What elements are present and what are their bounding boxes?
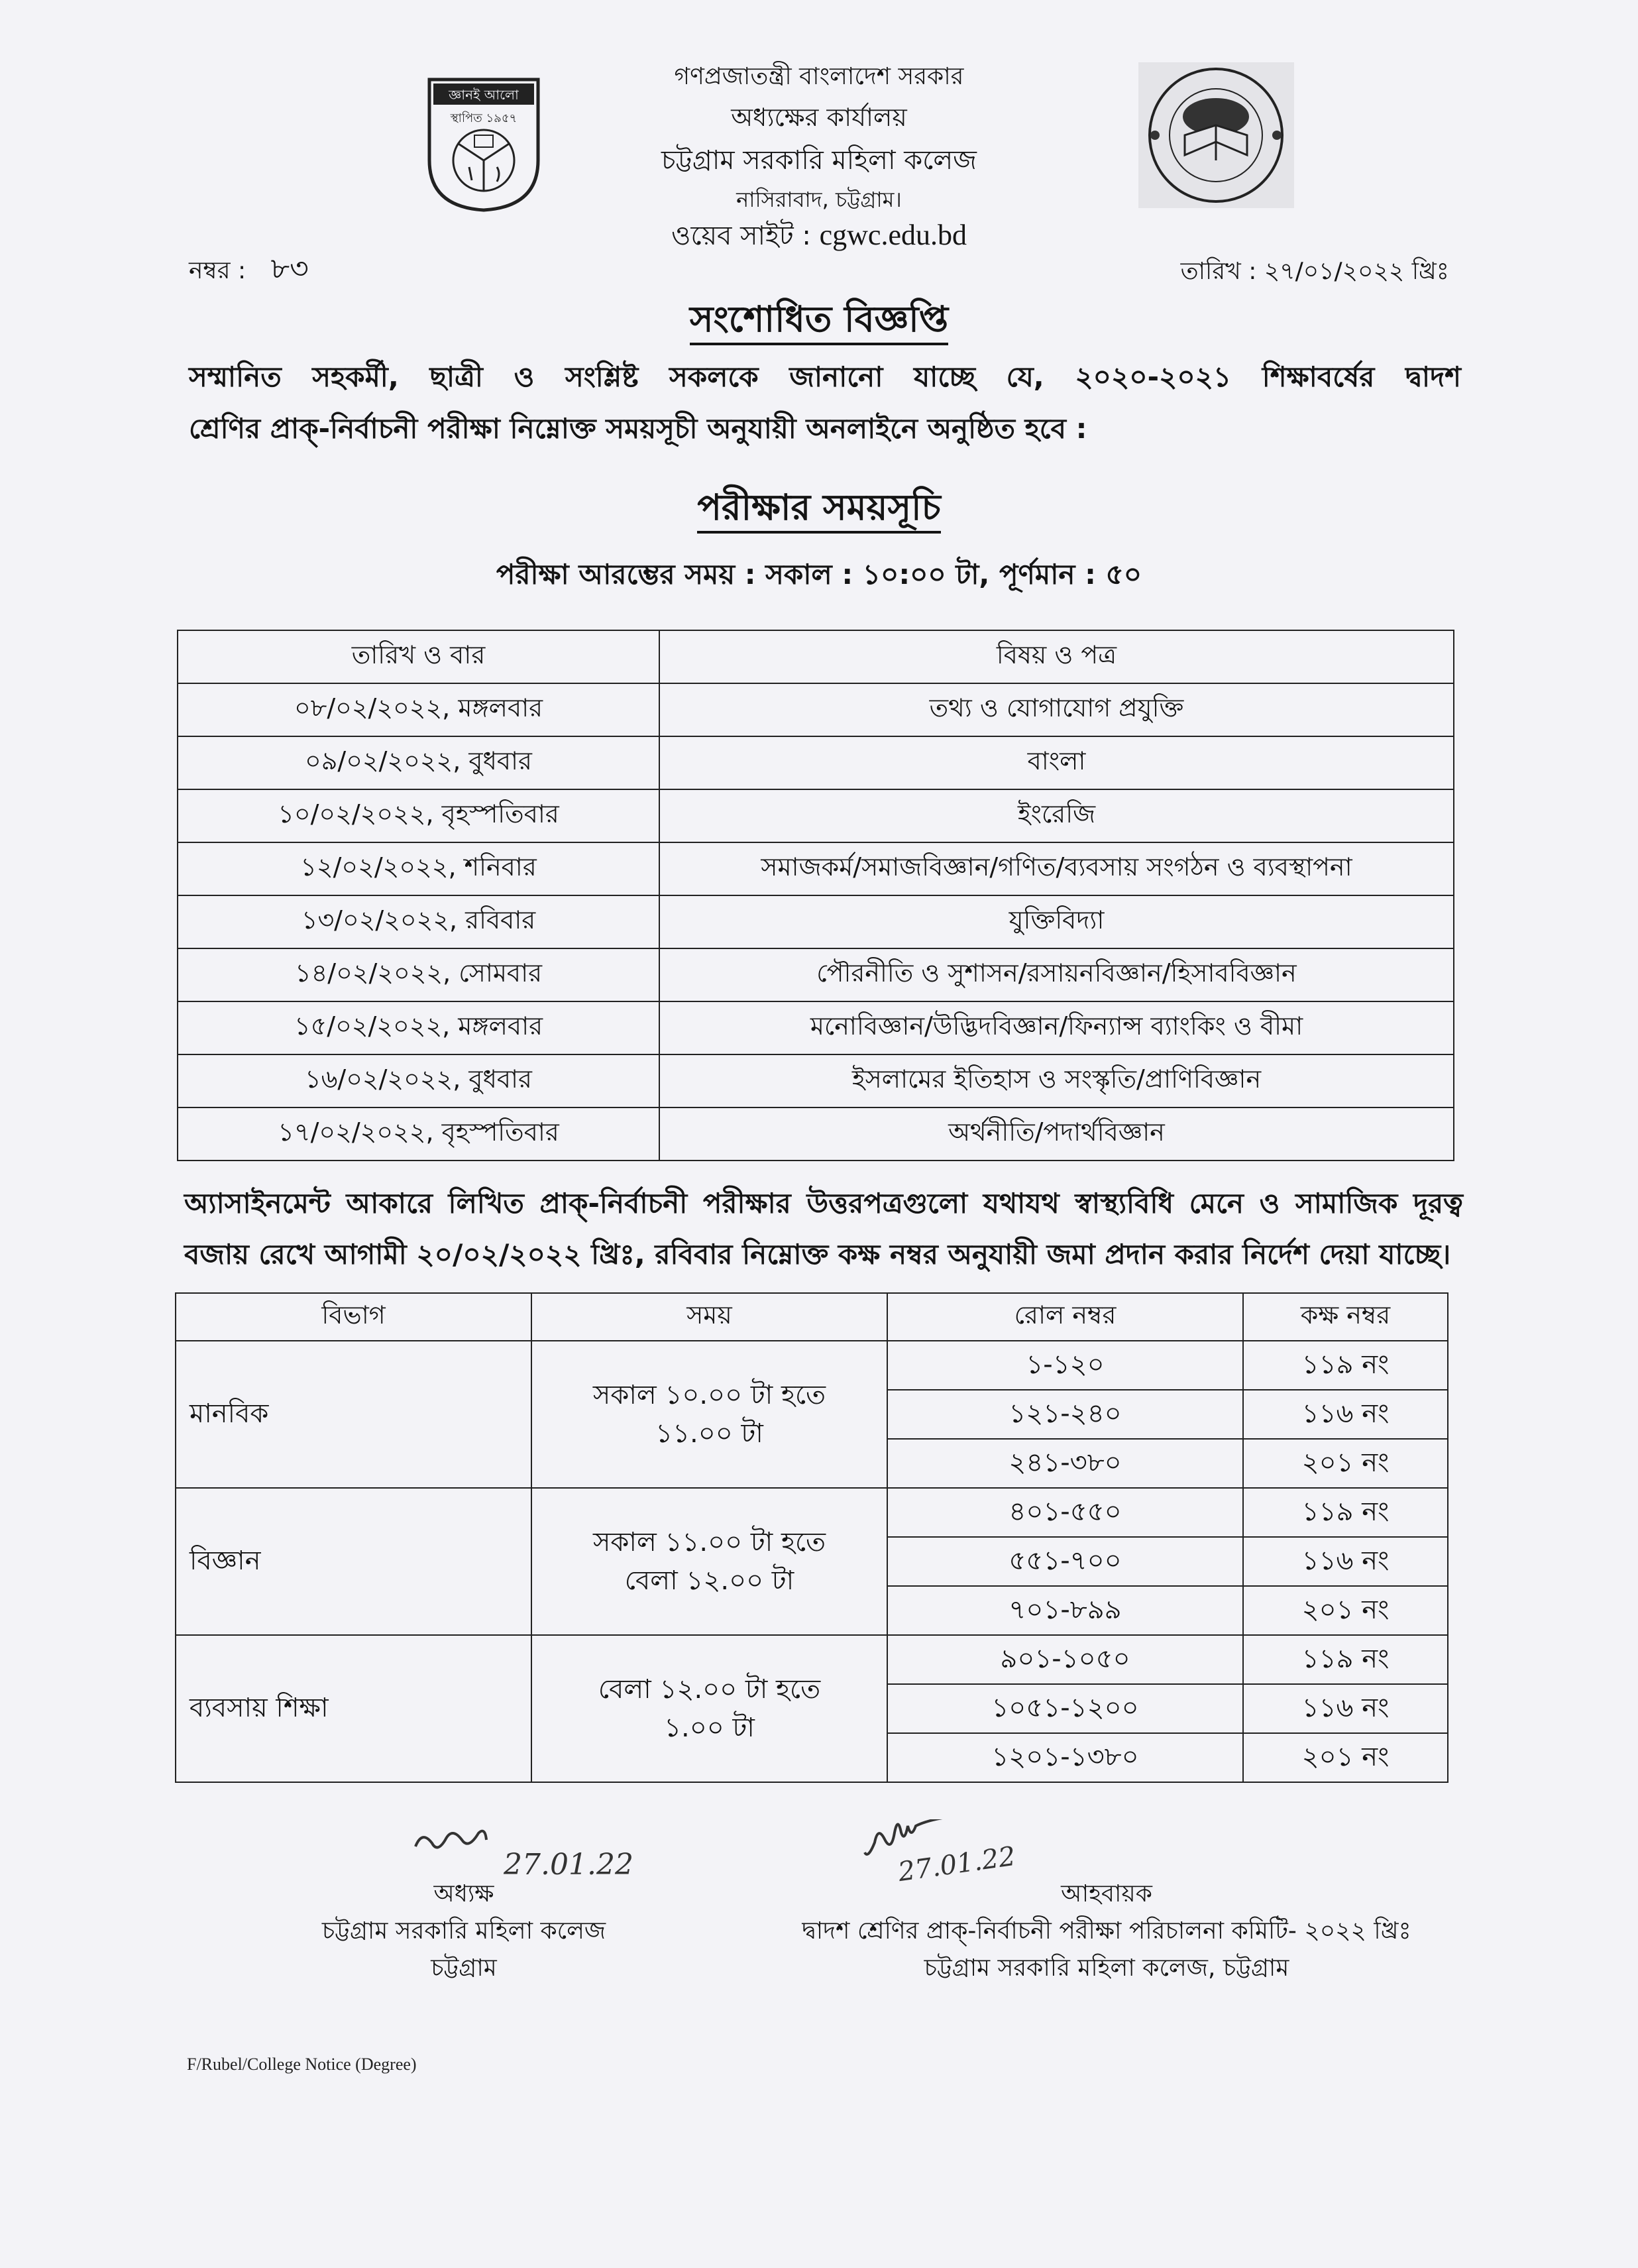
roll-range-cell: ৪০১-৫৫০ <box>887 1488 1243 1537</box>
time-cell <box>531 1635 887 1782</box>
government-name: গণপ্রজাতন্ত্রী বাংলাদেশ সরকার <box>674 63 964 90</box>
convener-org: চট্টগ্রাম সরকারি মহিলা কলেজ, চট্টগ্রাম <box>924 1954 1289 1982</box>
exam-table-row <box>178 789 1454 842</box>
college-name: চট্টগ্রাম সরকারি মহিলা কলেজ <box>661 145 977 176</box>
roll-range-cell: ৯০১-১০৫০ <box>887 1635 1243 1684</box>
date-value: ২৭/০১/২০২২ খ্রিঃ <box>1264 258 1449 285</box>
memo-number-label: নম্বর : <box>189 257 246 284</box>
exam-table-header <box>178 630 1454 683</box>
exam-subject-cell: ইসলামের ইতিহাস ও সংস্কৃতি/প্রাণিবিজ্ঞান <box>659 1054 1454 1107</box>
exam-subject-cell: বাংলা <box>659 736 1454 789</box>
memo-number-value: ৮৩ <box>270 252 309 286</box>
exam-date-cell: ১৭/০২/২০২২, বৃহস্পতিবার <box>178 1107 659 1161</box>
room-number-cell: ১১৯ নং <box>1243 1488 1448 1537</box>
principal-signature <box>412 1827 505 1875</box>
exam-subject-cell: মনোবিজ্ঞান/উদ্ভিদবিজ্ঞান/ফিন্যান্স ব্যাংকিং ও বীমা <box>659 1001 1454 1054</box>
svg-text:জ্ঞানই আলো: জ্ঞানই আলো <box>449 87 519 103</box>
principal-org: চট্টগ্রাম সরকারি মহিলা কলেজ <box>321 1917 606 1945</box>
header-room-number: কক্ষ নম্বর <box>1243 1293 1448 1341</box>
submission-table-row <box>176 1341 1448 1390</box>
notice-title: সংশোধিত বিজ্ঞপ্তি <box>0 292 1638 351</box>
office-name: অধ্যক্ষের কার্যালয় <box>731 103 907 132</box>
exam-date-cell: ১৬/০২/২০২২, বুধবার <box>178 1054 659 1107</box>
convener-title: আহবায়ক <box>1061 1880 1152 1907</box>
room-number-cell: ২০১ নং <box>1243 1733 1448 1782</box>
submission-note-line-2: বজায় রেখে আগামী ২০/০২/২০২২ খ্রিঃ, রবিবার নিম্নোক্ত কক্ষ নম্বর অনুযায়ী জমা প্রদান করার নির্দেশ দেয়া যাচ্ছে। <box>184 1238 1451 1271</box>
submission-table-row <box>176 1488 1448 1537</box>
notice-date <box>1181 253 1449 293</box>
exam-subject-cell: যুক্তিবিদ্যা <box>659 895 1454 948</box>
exam-subject-cell: ইংরেজি <box>659 789 1454 842</box>
room-number-cell: ১১৯ নং <box>1243 1341 1448 1390</box>
exam-date-cell: ০৯/০২/২০২২, বুধবার <box>178 736 659 789</box>
exam-table-row <box>178 1107 1454 1161</box>
header-date-day: তারিখ ও বার <box>178 630 659 683</box>
exam-date-cell: ১৪/০২/২০২২, সোমবার <box>178 948 659 1001</box>
department-cell: মানবিক <box>176 1341 531 1488</box>
convener-committee: দ্বাদশ শ্রেণির প্রাক্-নির্বাচনী পরীক্ষা পরিচালনা কমিটি- ২০২২ খ্রিঃ <box>802 1917 1411 1945</box>
roll-range-cell: ১-১২০ <box>887 1341 1243 1390</box>
time-line-2: ১.০০ টা <box>664 1713 755 1743</box>
header-department: বিভাগ <box>176 1293 531 1341</box>
room-number-cell: ২০১ নং <box>1243 1586 1448 1635</box>
time-line-1: বেলা ১২.০০ টা হতে <box>598 1674 821 1705</box>
header-time: সময় <box>531 1293 887 1341</box>
time-line-2: বেলা ১২.০০ টা <box>624 1565 794 1596</box>
roll-range-cell: ১০৫১-১২০০ <box>887 1684 1243 1733</box>
exam-subject-cell: পৌরনীতি ও সুশাসন/রসায়নবিজ্ঞান/হিসাববিজ্ঞান <box>659 948 1454 1001</box>
footer-reference: F/Rubel/College Notice (Degree) <box>187 2055 417 2074</box>
principal-signature-block <box>265 1876 663 1986</box>
memo-number <box>189 247 309 295</box>
department-cell: বিজ্ঞান <box>176 1488 531 1635</box>
exam-table-row <box>178 1054 1454 1107</box>
department-cell: ব্যবসায় শিক্ষা <box>176 1635 531 1782</box>
exam-subject-cell: অর্থনীতি/পদার্থবিজ্ঞান <box>659 1107 1454 1161</box>
exam-table-row <box>178 895 1454 948</box>
exam-table-row <box>178 683 1454 736</box>
principal-city: চট্টগ্রাম <box>431 1954 497 1982</box>
mujib-year-seal-logo <box>1138 62 1294 208</box>
roll-range-cell: ১২০১-১৩৮০ <box>887 1733 1243 1782</box>
time-cell <box>531 1488 887 1635</box>
roll-range-cell: ৭০১-৮৯৯ <box>887 1586 1243 1635</box>
date-label: তারিখ : <box>1180 258 1257 285</box>
exam-start-info: পরীক্ষা আরম্ভের সময় : সকাল : ১০:০০ টা, পূর্ণমান : ৫০ <box>496 558 1142 591</box>
exam-table-row <box>178 842 1454 895</box>
intro-text-line-2: শ্রেণির প্রাক্-নির্বাচনী পরীক্ষা নিম্নোক্ত সময়সূচী অনুযায়ী অনলাইনে অনুষ্ঠিত হবে : <box>189 412 1087 445</box>
time-line-1: সকাল ১০.০০ টা হতে <box>592 1380 826 1410</box>
principal-signature-date: 27.01.22 <box>504 1848 633 1882</box>
room-number-cell: ১১৯ নং <box>1243 1635 1448 1684</box>
schedule-title: পরীক্ষার সময়সূচি <box>0 480 1638 539</box>
exam-table-row <box>178 736 1454 789</box>
time-line-1: সকাল ১১.০০ টা হতে <box>592 1527 826 1558</box>
exam-subject-cell: তথ্য ও যোগাযোগ প্রযুক্তি <box>659 683 1454 736</box>
exam-date-cell: ১৫/০২/২০২২, মঙ্গলবার <box>178 1001 659 1054</box>
time-cell <box>531 1341 887 1488</box>
exam-date-cell: ০৮/০২/২০২২, মঙ্গলবার <box>178 683 659 736</box>
submission-room-table <box>175 1292 1448 1783</box>
room-number-cell: ১১৬ নং <box>1243 1684 1448 1733</box>
submission-table-header <box>176 1293 1448 1341</box>
convener-signature-date: 27.01.22 <box>896 1841 1018 1888</box>
room-number-cell: ২০১ নং <box>1243 1439 1448 1488</box>
roll-range-cell: ৫৫১-৭০০ <box>887 1537 1243 1586</box>
convener-signature-block <box>722 1876 1491 1986</box>
header-subject-paper: বিষয় ও পত্র <box>659 630 1454 683</box>
website-label: ওয়েব সাইট : <box>671 221 811 251</box>
college-address: নাসিরাবাদ, চট্টগ্রাম। <box>736 187 902 212</box>
svg-text:স্থাপিত ১৯৫৭: স্থাপিত ১৯৫৭ <box>450 111 518 125</box>
exam-date-cell: ১৩/০২/২০২২, রবিবার <box>178 895 659 948</box>
room-number-cell: ১১৬ নং <box>1243 1537 1448 1586</box>
principal-title: অধ্যক্ষ <box>433 1880 494 1907</box>
exam-subject-cell: সমাজকর্ম/সমাজবিজ্ঞান/গণিত/ব্যবসায় সংগঠন ও ব্যবস্থাপনা <box>659 842 1454 895</box>
submission-table-row <box>176 1635 1448 1684</box>
submission-note-line-1: অ্যাসাইনমেন্ট আকারে লিখিত প্রাক্-নির্বাচনী পরীক্ষার উত্তরপত্রগুলো যথাযথ স্বাস্থ্যবিধি মেনে ও সামাজিক দূরত্ব <box>184 1187 1463 1219</box>
time-line-2: ১১.০০ টা <box>655 1418 763 1449</box>
exam-date-cell: ১০/০২/২০২২, বৃহস্পতিবার <box>178 789 659 842</box>
exam-table-row <box>178 948 1454 1001</box>
intro-text-line-1: সম্মানিত সহকর্মী, ছাত্রী ও সংশ্লিষ্ট সকলকে জানানো যাচ্ছে যে, ২০২০-২০২১ শিক্ষাবর্ষের দ্বাদশ <box>189 361 1461 393</box>
exam-date-cell: ১২/০২/২০২২, শনিবার <box>178 842 659 895</box>
exam-schedule-table <box>177 630 1454 1161</box>
room-number-cell: ১১৬ নং <box>1243 1390 1448 1439</box>
roll-range-cell: ১২১-২৪০ <box>887 1390 1243 1439</box>
exam-table-row <box>178 1001 1454 1054</box>
roll-range-cell: ২৪১-৩৮০ <box>887 1439 1243 1488</box>
website-url[interactable]: cgwc.edu.bd <box>819 219 967 251</box>
header-roll-number: রোল নম্বর <box>887 1293 1243 1341</box>
